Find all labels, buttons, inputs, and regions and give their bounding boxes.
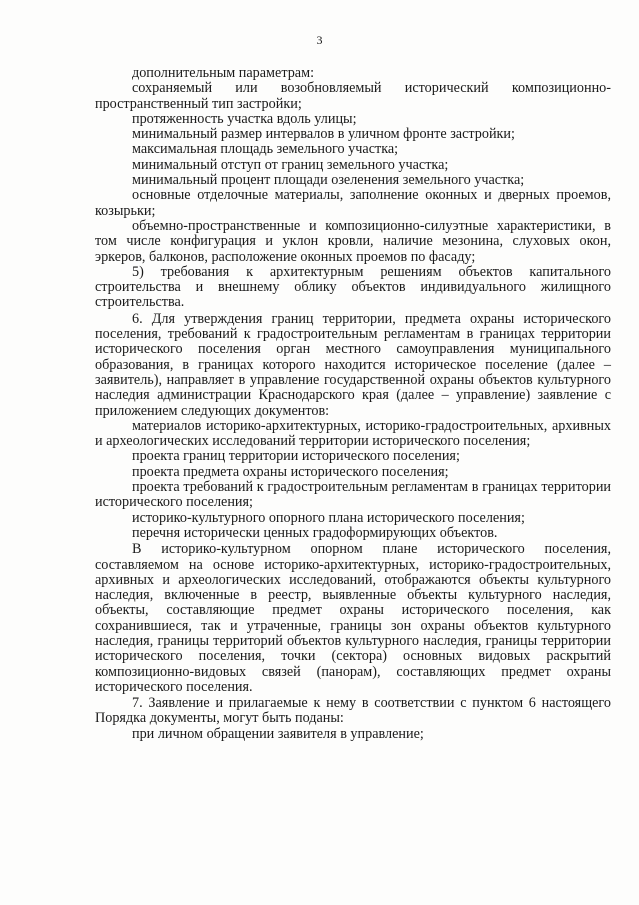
paragraph: сохраняемый или возобновляемый исторический композиционно-пространственный тип застройки;: [95, 80, 611, 112]
paragraph: перечня исторически ценных градоформирующих объектов.: [132, 524, 498, 541]
paragraph: проекта предмета охраны исторического поселения;: [132, 463, 449, 480]
paragraph: минимальный процент площади озеленения земельного участка;: [132, 172, 525, 189]
paragraph: дополнительным параметрам:: [132, 65, 315, 81]
paragraph: В историко-культурном опорном плане исторического поселения, составляемом на основе историко-архитектурных, историко-градостроительных, архивных и археологических исследований, отображаются объекты культурного наследия, включенные в реестр, выявленные объекты культурного наследия, объекты, составляющие предмет охраны исторического поселения, как сохранившиеся, так и утраченные, границы зон охраны объектов культурного наследия, границы территорий объектов культурного наследия, границы территории исторического поселения, точки (сектора) основных видовых раскрытий композиционно-видовых связей (панорам), составляющих предмет охраны исторического поселения.: [95, 541, 611, 695]
document-body: [95, 66, 611, 742]
paragraph: проекта границ территории исторического поселения;: [132, 448, 460, 465]
page-number: 3: [316, 33, 323, 47]
paragraph: минимальный отступ от границ земельного участка;: [132, 156, 449, 173]
paragraph: основные отделочные материалы, заполнение оконных и дверных проемов, козырьки;: [95, 187, 611, 219]
paragraph: 7. Заявление и прилагаемые к нему в соответствии с пунктом 6 настоящего Порядка документы, могут быть поданы:: [95, 695, 611, 727]
paragraph: минимальный размер интервалов в уличном фронте застройки;: [132, 126, 515, 143]
paragraph: 6. Для утверждения границ территории, предмета охраны исторического поселения, требований к градостроительным регламентам в границах территории исторического поселения орган местного самоуправления муниципального образования, в границах которого находится историческое поселение (далее – заявитель), направляет в управление государственной охраны объектов культурного наследия администрации Краснодарского края (далее – управление) заявление с приложением следующих документов:: [95, 310, 611, 419]
paragraph: максимальная площадь земельного участка;: [132, 141, 399, 158]
paragraph: историко-культурного опорного плана исторического поселения;: [132, 509, 525, 526]
paragraph: объемно-пространственные и композиционно-силуэтные характеристики, в том числе конфигурация и уклон кровли, наличие мезонина, слуховых окон, эркеров, балконов, расположение оконных проемов по фасаду;: [95, 217, 611, 265]
paragraph: протяженность участка вдоль улицы;: [132, 110, 357, 127]
paragraph: проекта требований к градостроительным регламентам в границах территории исторического поселения;: [95, 479, 611, 511]
paragraph: при личном обращении заявителя в управление;: [132, 725, 424, 742]
paragraph: 5) требования к архитектурным решениям объектов капитального строительства и внешнему облику объектов индивидуального жилищного строительства.: [95, 263, 611, 311]
paragraph: материалов историко-архитектурных, историко-градостроительных, архивных и археологических исследований территории исторического поселения;: [95, 417, 611, 450]
